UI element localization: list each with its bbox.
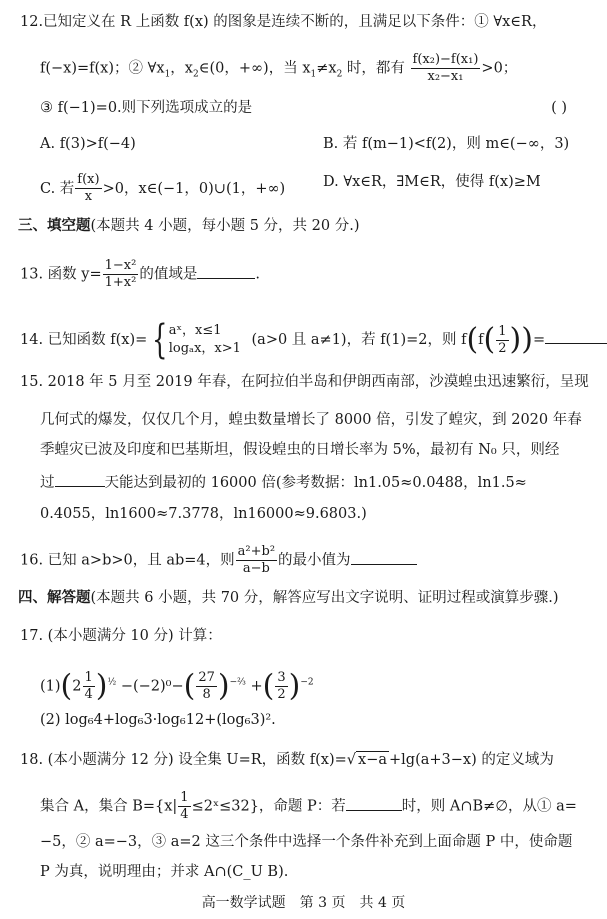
option-a: A. f(3)>f(−4) [40,136,136,152]
option-c: C. 若 $\frac{f(x)}{x}$ >0，x∈(−1，0)∪(1，+∞) [40,172,286,204]
q12-line1: 12.已知定义在 R 上函数 f(x) 的图象是连续不断的，且满足以下条件：① ∀x∈R， [20,14,547,30]
q17-head: 17. (本小题满分 10 分) 计算： [20,628,222,644]
option-d: D. ∀x∈R，∃M∈R，使得 f(x)≥M [323,174,541,190]
q17-part1: (1)(2 $\frac{1}{4}$ )$^{\frac{1}{2}}$ −(−2)⁰−( $\frac{27}{8}$ )$^{-\frac{2}{3}}$ +( $\frac{3}{2}$ )$^{-2}$ [40,668,314,704]
q15-line2: 几何式的爆发，仅仅几个月，蝗虫数量增长了 8000 倍，引发了蝗灾，到 2020 年春 [40,412,582,428]
q16-answer-blank [351,550,417,565]
q15-line4: 过 天能达到最初的 16000 倍(参考数据：ln1.05≈0.0488，ln1.5≈ [40,472,607,493]
q17-part2: (2) log₆4+log₆3·log₆12+(log₆3)². [40,712,276,728]
q12-fraction: $\frac{\text{f(x₂)−f(x₁)}}{\text{x₂−x₁}}$ [412,52,479,84]
option-b: B. 若 f(m−1)<f(2)，则 m∈(−∞，3) [323,136,570,152]
q18-line3: −5，② a=−3，③ a=2 这三个条件中选择一个条件补充到上面命题 P 中，使命题 [40,834,573,850]
q14-answer-blank [545,329,607,344]
q18-line1: 18. (本小题满分 12 分) 设全集 U=R，函数 f(x)=√ x−a +lg(a+3−x) 的定义域为 [20,752,554,768]
q16: 16. 已知 a>b>0，且 ab=4，则 $\frac{\text{a²+b²}}{a-b}$ 的最小值为 [20,544,607,577]
q15-line5: 0.4055，ln1600≈7.3778，ln16000≈9.6803.) [40,506,367,522]
q18-line4: P 为真，说明理由；并求 A∩(C_U B). [40,864,289,880]
q18-answer-blank [346,796,402,811]
q13-answer-blank [197,264,255,279]
section-4-heading: 四、解答题(本题共 6 小题，共 70 分，解答应写出文字说明、证明过程或演算步骤.) [18,589,559,606]
q12-options-ab [40,134,607,154]
q15-line1: 15. 2018 年 5 月至 2019 年春，在阿拉伯半岛和伊朗西南部，沙漠蝗虫迅速繁衍，呈现 [20,374,589,390]
q12-line2: f(−x)=f(x)；② $\forall x_1$，$x_2\in(0$，+∞)，当 $x_1\ne x_2$ 时，都有 $\frac{\text{f(x₂)−f(x₁)}}{\text{x₂−x₁}}$ >0； [40,52,518,84]
q12-line3: ③ f(−1)=0.则下列选项成立的是 ( ) [40,100,567,116]
answer-paren: ( ) [551,100,567,116]
q15-answer-blank [55,472,105,487]
q18-line2: 集合 A，集合 B={x| $\frac{1}{4}$ ≤2ˣ≤32}，命题 P：若 时，则 A∩B≠∅，从① a= [40,790,577,822]
q12-options-cd [40,172,607,205]
q13: 13. 函数 y= $\frac{\text{1−x²}}{\text{1+x²}}$ 的值域是 . [20,258,260,290]
q14: 14. 已知函数 f(x)= { aˣ，x≤1 logₐx，x>1 (a>0 且 a≠1)，若 f(1)=2，则 f(f( $\frac{1}{2}$ ))= [20,320,607,360]
page-footer: 高一数学试题 第 3 页 共 4 页 [201,895,406,911]
q15-line3: 季蝗灾已波及印度和巴基斯坦，假设蝗虫的日增长率为 5%，最初有 N₀ 只，则经 [40,442,560,458]
section-3-heading: 三、填空题(本题共 4 小题，每小题 5 分，共 20 分.) [18,217,360,234]
